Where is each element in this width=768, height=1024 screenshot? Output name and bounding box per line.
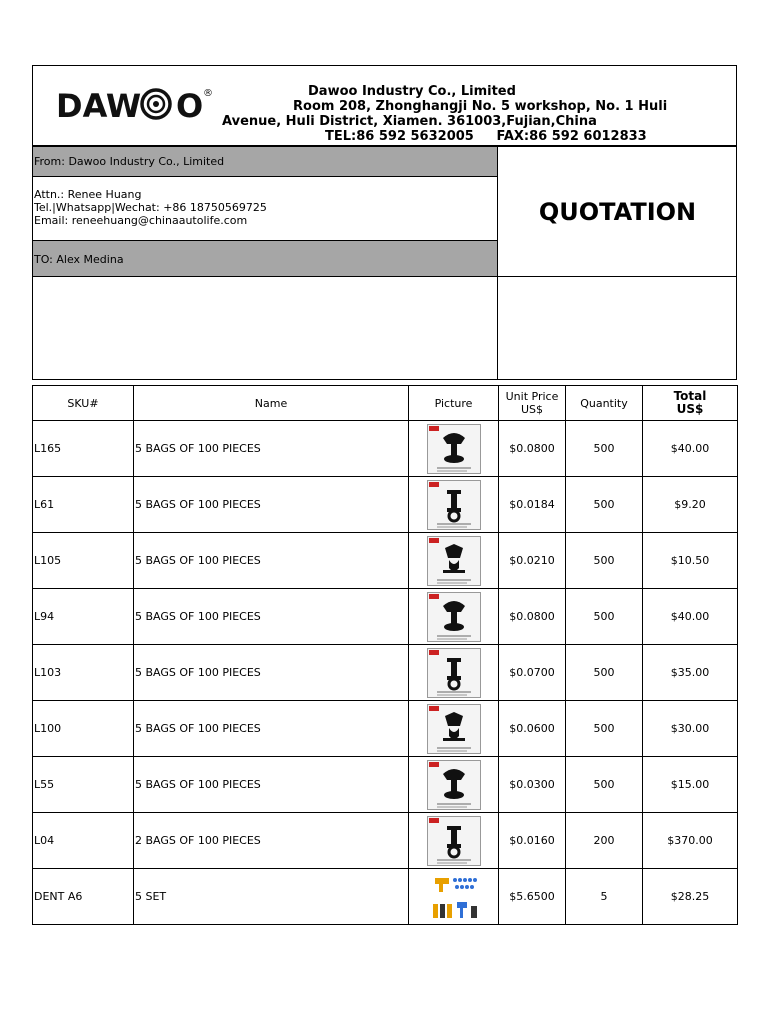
name-cell: 5 BAGS OF 100 PIECES [134,477,409,533]
quantity-cell: 500 [566,533,643,589]
table-row [33,421,738,477]
svg-text:O: O [176,87,204,125]
quantity-cell: 200 [566,813,643,869]
unit-price-cell: $0.0210 [499,533,566,589]
company-phone-fax: TEL:86 592 5632005 FAX:86 592 6012833 [325,129,647,144]
table-header-row [33,386,738,421]
header-unit-price [499,386,566,421]
company-logo [56,84,226,126]
name-cell: 5 BAGS OF 100 PIECES [134,701,409,757]
picture-cell [409,477,499,533]
from-line: From: Dawoo Industry Co., Limited [34,155,225,168]
sku-cell: L100 [33,701,134,757]
sku-cell: DENT A6 [33,869,134,925]
name-cell: 5 SET [134,869,409,925]
header-total-currency: US$ [676,402,704,416]
header-unit-price-label: Unit Price [505,390,559,403]
clip-l04-image [427,816,481,866]
quotation-title: QUOTATION [538,197,697,226]
svg-text:DAW: DAW [56,87,142,125]
picture-cell [409,421,499,477]
contact-block [32,176,498,241]
name-cell: 5 BAGS OF 100 PIECES [134,757,409,813]
total-cell: $28.25 [643,869,738,925]
total-cell: $40.00 [643,421,738,477]
header-sku: SKU# [33,386,134,421]
tel-line: Tel.|Whatsapp|Wechat: +86 18750569725 [34,201,267,214]
table-row [33,477,738,533]
quantity-cell: 500 [566,477,643,533]
picture-cell [409,589,499,645]
table-row [33,869,738,925]
sku-cell: L61 [33,477,134,533]
unit-price-cell: $0.0800 [499,421,566,477]
picture-cell [409,533,499,589]
company-name: Dawoo Industry Co., Limited [308,84,516,99]
sku-cell: L103 [33,645,134,701]
sku-cell: L04 [33,813,134,869]
quantity-cell: 500 [566,589,643,645]
table-row [33,533,738,589]
sku-cell: L165 [33,421,134,477]
name-cell: 5 BAGS OF 100 PIECES [134,533,409,589]
header-total-label: Total [673,389,707,403]
unit-price-cell: $0.0800 [499,589,566,645]
blank-box-left [32,276,498,380]
clip-l61-image [427,480,481,530]
picture-cell [409,757,499,813]
table-row [33,645,738,701]
quantity-cell: 500 [566,645,643,701]
header-total [643,386,738,421]
from-band [32,146,498,177]
unit-price-cell: $0.0600 [499,701,566,757]
unit-price-cell: $0.0184 [499,477,566,533]
total-cell: $35.00 [643,645,738,701]
sku-cell: L105 [33,533,134,589]
total-cell: $370.00 [643,813,738,869]
clip-l55-image [427,760,481,810]
company-address-line-1: Room 208, Zhonghangji No. 5 workshop, No. 1 Huli [293,99,668,114]
total-cell: $9.20 [643,477,738,533]
name-cell: 2 BAGS OF 100 PIECES [134,813,409,869]
total-cell: $40.00 [643,589,738,645]
header-name: Name [134,386,409,421]
sku-cell: L94 [33,589,134,645]
quantity-cell: 500 [566,701,643,757]
to-band [32,240,498,277]
clip-l165-image [427,424,481,474]
header-quantity: Quantity [566,386,643,421]
dent-repair-kit-image [427,872,481,922]
unit-price-cell: $0.0300 [499,757,566,813]
total-cell: $10.50 [643,533,738,589]
header-unit-price-currency: US$ [520,403,544,416]
picture-cell [409,645,499,701]
name-cell: 5 BAGS OF 100 PIECES [134,589,409,645]
picture-cell [409,701,499,757]
header-picture: Picture [409,386,499,421]
unit-price-cell: $0.0160 [499,813,566,869]
unit-price-cell: $0.0700 [499,645,566,701]
table-row [33,701,738,757]
clip-l105-image [427,536,481,586]
to-line: TO: Alex Medina [34,253,124,266]
blank-box-right [497,276,737,380]
clip-l103-image [427,648,481,698]
clip-l94-image [427,592,481,642]
quotation-table [32,385,738,925]
unit-price-cell: $5.6500 [499,869,566,925]
quantity-cell: 500 [566,421,643,477]
attn-line: Attn.: Renee Huang [34,188,142,201]
svg-text:®: ® [203,88,213,99]
quantity-cell: 500 [566,757,643,813]
total-cell: $30.00 [643,701,738,757]
name-cell: 5 BAGS OF 100 PIECES [134,421,409,477]
name-cell: 5 BAGS OF 100 PIECES [134,645,409,701]
clip-l100-image [427,704,481,754]
total-cell: $15.00 [643,757,738,813]
table-row [33,757,738,813]
picture-cell [409,813,499,869]
table-row [33,589,738,645]
table-row [33,813,738,869]
quantity-cell: 5 [566,869,643,925]
company-address-line-2: Avenue, Huli District, Xiamen. 361003,Fujian,China [222,114,597,129]
picture-cell [409,869,499,925]
email-line: Email: reneehuang@chinaautolife.com [34,214,248,227]
sku-cell: L55 [33,757,134,813]
